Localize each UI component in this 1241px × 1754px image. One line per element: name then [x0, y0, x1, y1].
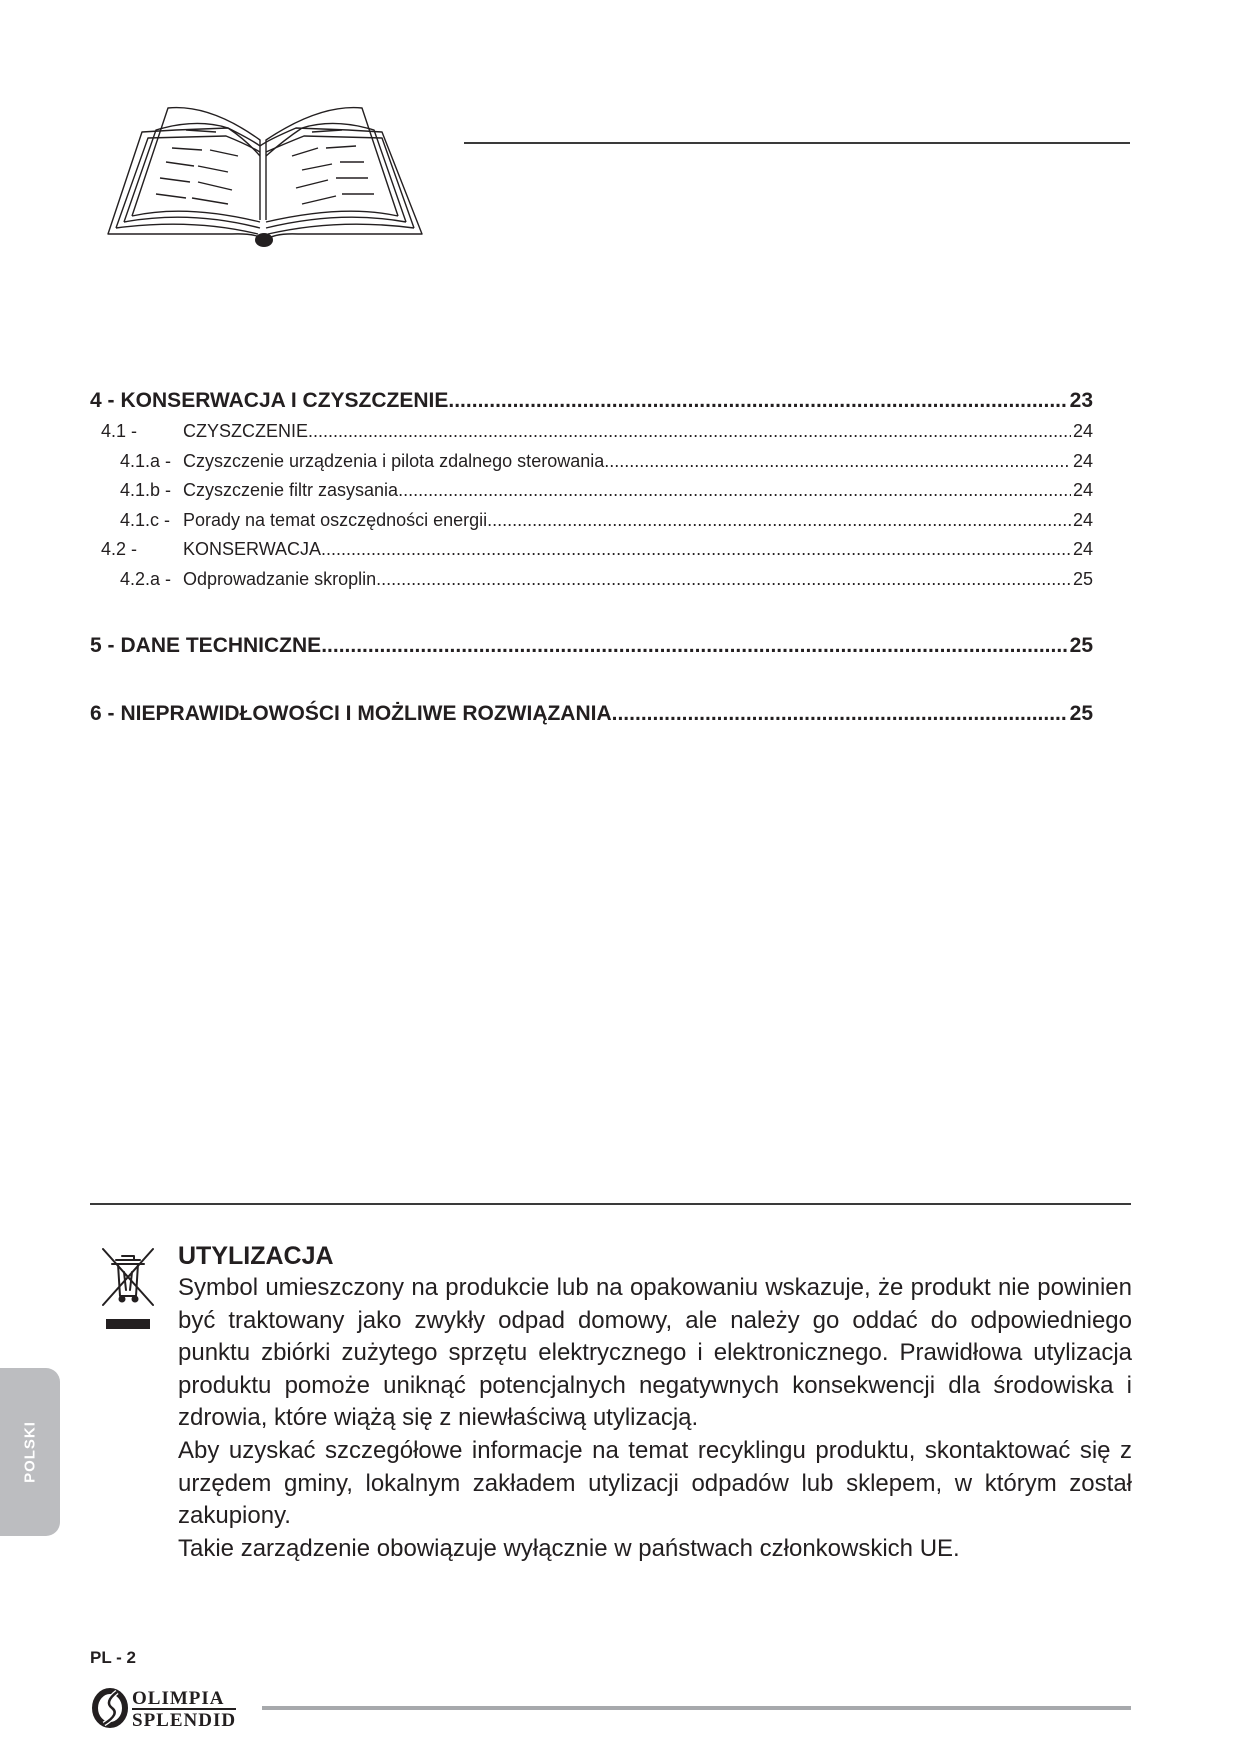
toc-number: 6 - — [90, 702, 115, 725]
toc-title: Czyszczenie urządzenia i pilota zdalnego sterowania — [183, 450, 605, 471]
toc-entry-4[interactable] — [90, 385, 1093, 417]
disposal-paragraph: Symbol umieszczony na produkcie lub na opakowaniu wskazuje, że produkt nie powinien być traktowany jako zwykły odpad domowy, ale należy go oddać do odpowiedniego punktu zbiórki zużytego sprzętu elektrycznego i elektronicznego. Prawidłowa utylizacja produktu pomoże uniknąć potencjalnych negatywnych konsekwencji dla środowiska i zdrowia, które wiążą się z niewłaściwą utylizacją. — [178, 1274, 1132, 1432]
logo-wordmark — [132, 1689, 236, 1730]
open-book-icon — [106, 100, 424, 250]
toc-page: 24 — [1072, 539, 1093, 559]
toc-page: 25 — [1069, 702, 1093, 725]
toc-leader — [376, 565, 1071, 595]
toc-number: 4.2.a - — [120, 568, 172, 589]
logo-line-1: OLIMPIA — [132, 1688, 225, 1709]
disposal-heading: UTYLIZACJA — [178, 1242, 334, 1270]
toc-page: 25 — [1069, 634, 1093, 657]
toc-spacer — [90, 662, 1093, 698]
section-rule — [90, 1203, 1131, 1205]
footer-rule — [262, 1706, 1131, 1710]
toc-title: NIEPRAWIDŁOWOŚCI I MOŻLIWE ROZWIĄZANIA — [120, 702, 612, 725]
toc-leader — [448, 385, 1067, 417]
toc-title: Czyszczenie filtr zasysania — [183, 480, 399, 500]
toc-number: 5 - — [90, 634, 115, 657]
toc-entry-4-2[interactable] — [90, 535, 1093, 565]
language-tab — [0, 1368, 60, 1536]
toc-leader — [612, 698, 1068, 730]
toc-title: Odprowadzanie skroplin — [183, 568, 377, 589]
toc-entry-4-1-c[interactable] — [90, 506, 1093, 536]
toc-page: 23 — [1069, 389, 1093, 412]
toc-number: 4.1.c - — [120, 509, 171, 530]
toc-number: 4.1.a - — [120, 450, 172, 471]
toc-number: 4.2 - — [101, 539, 138, 559]
crossed-out-wheelie-bin-icon — [100, 1246, 156, 1308]
toc-leader — [398, 476, 1071, 506]
header-rule — [464, 142, 1130, 144]
toc-title: Porady na temat oszczędności energii — [183, 509, 488, 530]
disposal-paragraph: Aby uzyskać szczegółowe informacje na temat recyklingu produktu, skontaktować się z urzędem gminy, lokalnym zakładem utylizacji odpadów lub sklepem, w którym został zakupiony. — [178, 1436, 1132, 1530]
toc-number: 4.1.b - — [120, 480, 172, 500]
toc-entry-5[interactable] — [90, 630, 1093, 662]
toc-number: 4.1 - — [101, 421, 138, 441]
toc-number: 4 - — [90, 389, 115, 412]
toc-page: 24 — [1072, 509, 1093, 530]
toc-title: DANE TECHNICZNE — [120, 634, 322, 657]
toc-page: 24 — [1072, 450, 1093, 471]
toc-leader — [308, 417, 1071, 447]
toc-leader — [321, 630, 1067, 662]
logo-line-2: SPLENDID — [132, 1710, 237, 1731]
toc-title: CZYSZCZENIE — [183, 421, 309, 441]
brand-logo — [90, 1686, 260, 1731]
toc-entry-6[interactable] — [90, 698, 1093, 730]
page-number: PL - 2 — [90, 1648, 136, 1667]
language-tab-label: POLSKI — [21, 1421, 39, 1483]
disposal-section — [178, 1240, 1132, 1565]
toc-entry-4-2-a[interactable] — [90, 565, 1093, 595]
toc-entry-4-1[interactable] — [90, 417, 1093, 447]
toc-leader — [321, 535, 1071, 565]
toc-title: KONSERWACJA I CZYSZCZENIE — [120, 389, 449, 412]
table-of-contents — [90, 385, 1093, 730]
toc-page: 24 — [1072, 480, 1093, 500]
weee-bar — [106, 1319, 150, 1329]
toc-entry-4-1-b[interactable] — [90, 476, 1093, 506]
toc-spacer — [90, 594, 1093, 630]
toc-leader — [604, 447, 1071, 477]
toc-entry-4-1-a[interactable] — [90, 447, 1093, 477]
toc-page: 25 — [1072, 568, 1093, 589]
toc-title: KONSERWACJA — [183, 539, 322, 559]
olimpia-splendid-logo-icon — [90, 1686, 130, 1728]
toc-leader — [487, 506, 1071, 536]
disposal-paragraph: Takie zarządzenie obowiązuje wyłącznie w państwach członkowskich UE. — [178, 1534, 960, 1562]
toc-page: 24 — [1072, 421, 1093, 441]
